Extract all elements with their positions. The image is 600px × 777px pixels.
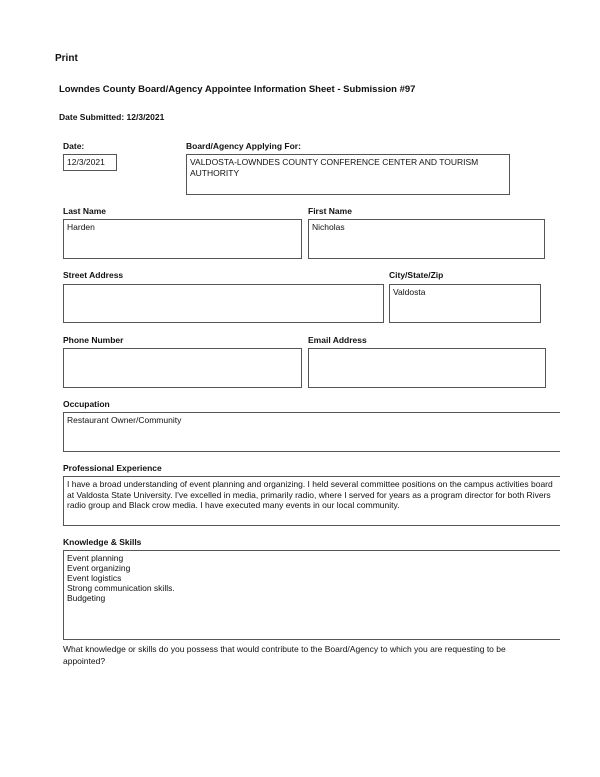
- email-label: Email Address: [308, 335, 367, 345]
- skills-help-text: What knowledge or skills do you possess that would contribute to the Board/Agency to which you are requesting to be appointed?: [63, 644, 506, 666]
- phone-field[interactable]: [63, 348, 302, 388]
- print-link[interactable]: Print: [55, 53, 78, 64]
- date-submitted: Date Submitted: 12/3/2021: [59, 112, 165, 122]
- email-field[interactable]: [308, 348, 546, 388]
- board-field[interactable]: VALDOSTA-LOWNDES COUNTY CONFERENCE CENTER AND TOURISM AUTHORITY: [186, 154, 510, 195]
- street-field[interactable]: [63, 284, 384, 323]
- phone-label: Phone Number: [63, 335, 124, 345]
- occupation-field[interactable]: Restaurant Owner/Community: [63, 412, 560, 452]
- occupation-label: Occupation: [63, 399, 110, 409]
- first-name-field[interactable]: Nicholas: [308, 219, 545, 259]
- experience-field[interactable]: I have a broad understanding of event planning and organizing. I held several committee positions on the campus activities board at Valdosta State University. I've excelled in media, primarily radio, where I served for years as a program director for both Rivers radio group and Black crow media. I have executed many events in our local community.: [63, 476, 560, 526]
- first-name-label: First Name: [308, 206, 352, 216]
- date-field[interactable]: 12/3/2021: [63, 154, 117, 171]
- experience-label: Professional Experience: [63, 463, 162, 473]
- page-title: Lowndes County Board/Agency Appointee Information Sheet - Submission #97: [59, 84, 416, 95]
- last-name-label: Last Name: [63, 206, 106, 216]
- date-label: Date:: [63, 141, 85, 151]
- city-label: City/State/Zip: [389, 270, 444, 280]
- skills-field[interactable]: Event planning Event organizing Event logistics Strong communication skills. Budgeting: [63, 550, 560, 640]
- skills-label: Knowledge & Skills: [63, 537, 142, 547]
- last-name-field[interactable]: Harden: [63, 219, 302, 259]
- street-label: Street Address: [63, 270, 124, 280]
- city-field[interactable]: Valdosta: [389, 284, 541, 323]
- board-label: Board/Agency Applying For:: [186, 141, 301, 151]
